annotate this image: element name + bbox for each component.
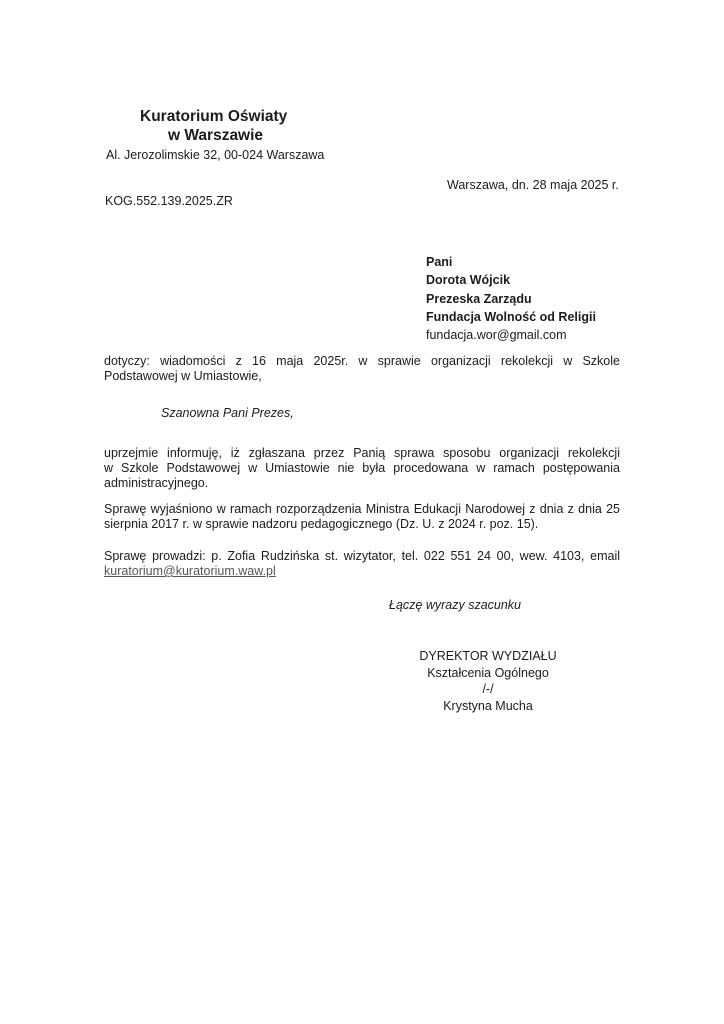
recipient-organization: Fundacja Wolność od Religii bbox=[426, 309, 596, 324]
subject-line-1: dotyczy: wiadomości z 16 maja 2025r. w sprawie organizacji rekolekcji w Szkole bbox=[104, 354, 620, 368]
subject-line-2: Podstawowej w Umiastowie, bbox=[104, 369, 262, 383]
org-name: Kuratorium Oświaty bbox=[140, 108, 288, 125]
paragraph-1-line-1: uprzejmie informuję, iż zgłaszana przez Panią sprawa sposobu organizacji rekolekcji bbox=[104, 446, 620, 460]
signature-title: DYREKTOR WYDZIAŁU bbox=[419, 649, 557, 663]
signature-name: Krystyna Mucha bbox=[443, 698, 533, 713]
signature-department: Kształcenia Ogólnego bbox=[427, 665, 549, 680]
contact-email-line bbox=[104, 564, 620, 579]
signature-mark: /-/ bbox=[482, 682, 494, 696]
recipient-email: fundacja.wor@gmail.com bbox=[426, 328, 567, 343]
signature-block bbox=[388, 648, 588, 714]
salutation: Szanowna Pani Prezes, bbox=[161, 406, 294, 420]
subject-line bbox=[104, 354, 620, 384]
paragraph-3-line-1: Sprawę prowadzi: p. Zofia Rudzińska st. wizytator, tel. 022 551 24 00, wew. 4103, email bbox=[104, 549, 620, 563]
place-date: Warszawa, dn. 28 maja 2025 r. bbox=[447, 178, 619, 192]
paragraph-2 bbox=[104, 502, 620, 532]
recipient-salutation: Pani bbox=[426, 255, 453, 269]
paragraph-2-line-1: Sprawę wyjaśniono w ramach rozporządzenia Ministra Edukacji Narodowej z dnia z dnia 25 bbox=[104, 502, 620, 516]
paragraph-3 bbox=[104, 549, 620, 579]
paragraph-2-line-2: sierpnia 2017 r. w sprawie nadzoru pedagogicznego (Dz. U. z 2024 r. poz. 15). bbox=[104, 517, 539, 531]
reference-number: KOG.552.139.2025.ZR bbox=[105, 194, 233, 208]
paragraph-1-line-2: w Szkole Podstawowej w Umiastowie nie była procedowana w ramach postępowania bbox=[104, 461, 620, 475]
org-address: Al. Jerozolimskie 32, 00-024 Warszawa bbox=[106, 148, 325, 162]
paragraph-1-line-3: administracyjnego. bbox=[104, 476, 209, 490]
contact-email-link[interactable]: kuratorium@kuratorium.waw.pl bbox=[104, 564, 276, 578]
recipient-name: Dorota Wójcik bbox=[426, 273, 511, 288]
org-city: w Warszawie bbox=[168, 127, 264, 144]
closing-phrase: Łączę wyrazy szacunku bbox=[389, 598, 522, 612]
recipient-block bbox=[426, 253, 596, 344]
recipient-role: Prezeska Zarządu bbox=[426, 291, 532, 306]
paragraph-1 bbox=[104, 446, 620, 491]
